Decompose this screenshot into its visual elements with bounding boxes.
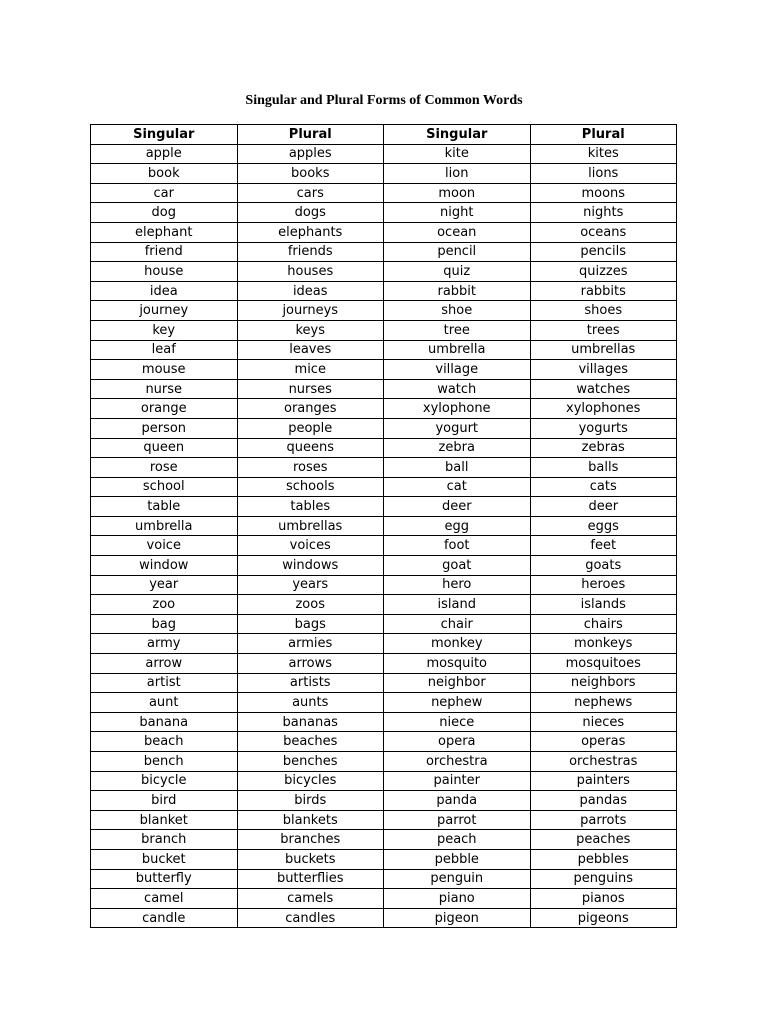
plural-cell: birds — [237, 791, 384, 811]
singular-cell: dog — [91, 203, 238, 223]
table-row — [91, 164, 677, 184]
plural-cell: yogurts — [530, 418, 677, 438]
singular-cell: aunt — [91, 693, 238, 713]
plural-cell: buckets — [237, 849, 384, 869]
singular-cell: watch — [384, 379, 531, 399]
singular-cell: egg — [384, 516, 531, 536]
singular-cell: deer — [384, 497, 531, 517]
singular-cell: butterfly — [91, 869, 238, 889]
plural-cell: oranges — [237, 399, 384, 419]
table-row — [91, 830, 677, 850]
table-row — [91, 595, 677, 615]
plural-cell: ideas — [237, 281, 384, 301]
plural-cell: armies — [237, 634, 384, 654]
plural-cell: orchestras — [530, 752, 677, 772]
singular-cell: mouse — [91, 360, 238, 380]
singular-cell: school — [91, 477, 238, 497]
singular-cell: shoe — [384, 301, 531, 321]
singular-cell: parrot — [384, 810, 531, 830]
plural-cell: nurses — [237, 379, 384, 399]
header-plural-2: Plural — [530, 125, 677, 145]
table-row — [91, 673, 677, 693]
table-row — [91, 183, 677, 203]
plural-cell: peaches — [530, 830, 677, 850]
table-row — [91, 458, 677, 478]
plural-cell: journeys — [237, 301, 384, 321]
plural-cell: candles — [237, 908, 384, 928]
singular-cell: person — [91, 418, 238, 438]
plural-cell: feet — [530, 536, 677, 556]
table-row — [91, 810, 677, 830]
plural-cell: benches — [237, 752, 384, 772]
singular-cell: moon — [384, 183, 531, 203]
plural-cell: tables — [237, 497, 384, 517]
plural-cell: bananas — [237, 712, 384, 732]
singular-cell: cat — [384, 477, 531, 497]
singular-cell: yogurt — [384, 418, 531, 438]
header-row — [91, 125, 677, 145]
singular-cell: bench — [91, 752, 238, 772]
plural-cell: keys — [237, 320, 384, 340]
singular-cell: elephant — [91, 222, 238, 242]
singular-cell: orchestra — [384, 752, 531, 772]
table-row — [91, 262, 677, 282]
singular-cell: idea — [91, 281, 238, 301]
plural-cell: moons — [530, 183, 677, 203]
singular-cell: friend — [91, 242, 238, 262]
singular-cell: orange — [91, 399, 238, 419]
plural-cell: bags — [237, 614, 384, 634]
singular-cell: car — [91, 183, 238, 203]
header-singular-2: Singular — [384, 125, 531, 145]
plural-cell: umbrellas — [237, 516, 384, 536]
plural-cell: branches — [237, 830, 384, 850]
plural-cell: shoes — [530, 301, 677, 321]
singular-cell: pebble — [384, 849, 531, 869]
plural-cell: blankets — [237, 810, 384, 830]
plural-cell: umbrellas — [530, 340, 677, 360]
singular-cell: zebra — [384, 438, 531, 458]
singular-cell: camel — [91, 889, 238, 909]
plural-cell: schools — [237, 477, 384, 497]
plural-cell: pencils — [530, 242, 677, 262]
plural-cell: parrots — [530, 810, 677, 830]
table-row — [91, 536, 677, 556]
plural-cell: penguins — [530, 869, 677, 889]
singular-cell: bag — [91, 614, 238, 634]
singular-cell: village — [384, 360, 531, 380]
singular-cell: arrow — [91, 654, 238, 674]
singular-cell: niece — [384, 712, 531, 732]
table-body — [91, 144, 677, 928]
table-row — [91, 399, 677, 419]
plural-cell: eggs — [530, 516, 677, 536]
plural-cell: xylophones — [530, 399, 677, 419]
singular-cell: monkey — [384, 634, 531, 654]
plural-cell: islands — [530, 595, 677, 615]
table-row — [91, 360, 677, 380]
plural-cell: operas — [530, 732, 677, 752]
singular-cell: book — [91, 164, 238, 184]
table-row — [91, 614, 677, 634]
plural-cell: trees — [530, 320, 677, 340]
singular-cell: queen — [91, 438, 238, 458]
table-row — [91, 379, 677, 399]
singular-cell: umbrella — [384, 340, 531, 360]
plural-cell: artists — [237, 673, 384, 693]
plural-cell: painters — [530, 771, 677, 791]
plural-cell: nieces — [530, 712, 677, 732]
plural-cell: pianos — [530, 889, 677, 909]
singular-cell: painter — [384, 771, 531, 791]
table-row — [91, 556, 677, 576]
table-row — [91, 281, 677, 301]
plural-cell: rabbits — [530, 281, 677, 301]
singular-cell: key — [91, 320, 238, 340]
plural-cell: dogs — [237, 203, 384, 223]
singular-cell: banana — [91, 712, 238, 732]
table-row — [91, 222, 677, 242]
singular-cell: quiz — [384, 262, 531, 282]
word-table — [90, 124, 677, 928]
document-title: Singular and Plural Forms of Common Words — [245, 93, 523, 108]
singular-cell: umbrella — [91, 516, 238, 536]
table-header — [91, 125, 677, 145]
table-row — [91, 242, 677, 262]
table-row — [91, 203, 677, 223]
singular-cell: tree — [384, 320, 531, 340]
table-row — [91, 516, 677, 536]
singular-cell: lion — [384, 164, 531, 184]
singular-cell: penguin — [384, 869, 531, 889]
singular-cell: piano — [384, 889, 531, 909]
table-row — [91, 752, 677, 772]
table-row — [91, 320, 677, 340]
singular-cell: xylophone — [384, 399, 531, 419]
plural-cell: butterflies — [237, 869, 384, 889]
plural-cell: pebbles — [530, 849, 677, 869]
plural-cell: pandas — [530, 791, 677, 811]
plural-cell: heroes — [530, 575, 677, 595]
singular-cell: nephew — [384, 693, 531, 713]
table-row — [91, 889, 677, 909]
plural-cell: aunts — [237, 693, 384, 713]
plural-cell: zoos — [237, 595, 384, 615]
plural-cell: leaves — [237, 340, 384, 360]
singular-cell: zoo — [91, 595, 238, 615]
table-row — [91, 791, 677, 811]
plural-cell: houses — [237, 262, 384, 282]
singular-cell: nurse — [91, 379, 238, 399]
table-row — [91, 497, 677, 517]
singular-cell: window — [91, 556, 238, 576]
singular-cell: beach — [91, 732, 238, 752]
singular-cell: mosquito — [384, 654, 531, 674]
singular-cell: pigeon — [384, 908, 531, 928]
table-row — [91, 908, 677, 928]
plural-cell: villages — [530, 360, 677, 380]
plural-cell: friends — [237, 242, 384, 262]
plural-cell: mosquitoes — [530, 654, 677, 674]
plural-cell: elephants — [237, 222, 384, 242]
singular-cell: blanket — [91, 810, 238, 830]
table-row — [91, 477, 677, 497]
singular-cell: chair — [384, 614, 531, 634]
plural-cell: voices — [237, 536, 384, 556]
table-row — [91, 771, 677, 791]
plural-cell: apples — [237, 144, 384, 164]
singular-cell: foot — [384, 536, 531, 556]
singular-cell: voice — [91, 536, 238, 556]
table-row — [91, 575, 677, 595]
table-row — [91, 301, 677, 321]
singular-cell: peach — [384, 830, 531, 850]
plural-cell: books — [237, 164, 384, 184]
singular-cell: table — [91, 497, 238, 517]
singular-cell: neighbor — [384, 673, 531, 693]
table-row — [91, 712, 677, 732]
singular-cell: apple — [91, 144, 238, 164]
plural-cell: watches — [530, 379, 677, 399]
table-row — [91, 732, 677, 752]
table-row — [91, 144, 677, 164]
singular-cell: artist — [91, 673, 238, 693]
singular-cell: rose — [91, 458, 238, 478]
plural-cell: queens — [237, 438, 384, 458]
table-row — [91, 849, 677, 869]
plural-cell: deer — [530, 497, 677, 517]
plural-cell: zebras — [530, 438, 677, 458]
plural-cell: oceans — [530, 222, 677, 242]
plural-cell: nephews — [530, 693, 677, 713]
header-singular-1: Singular — [91, 125, 238, 145]
plural-cell: neighbors — [530, 673, 677, 693]
singular-cell: opera — [384, 732, 531, 752]
header-plural-1: Plural — [237, 125, 384, 145]
singular-cell: panda — [384, 791, 531, 811]
singular-cell: candle — [91, 908, 238, 928]
singular-cell: rabbit — [384, 281, 531, 301]
plural-cell: kites — [530, 144, 677, 164]
singular-cell: goat — [384, 556, 531, 576]
singular-cell: journey — [91, 301, 238, 321]
table-row — [91, 418, 677, 438]
plural-cell: bicycles — [237, 771, 384, 791]
singular-cell: kite — [384, 144, 531, 164]
plural-cell: cats — [530, 477, 677, 497]
table-row — [91, 438, 677, 458]
singular-cell: ocean — [384, 222, 531, 242]
singular-cell: pencil — [384, 242, 531, 262]
plural-cell: pigeons — [530, 908, 677, 928]
singular-cell: bicycle — [91, 771, 238, 791]
table-row — [91, 634, 677, 654]
plural-cell: windows — [237, 556, 384, 576]
singular-cell: ball — [384, 458, 531, 478]
plural-cell: cars — [237, 183, 384, 203]
plural-cell: arrows — [237, 654, 384, 674]
singular-cell: hero — [384, 575, 531, 595]
table-row — [91, 869, 677, 889]
plural-cell: beaches — [237, 732, 384, 752]
singular-cell: bucket — [91, 849, 238, 869]
table-row — [91, 654, 677, 674]
singular-cell: branch — [91, 830, 238, 850]
singular-cell: year — [91, 575, 238, 595]
plural-cell: roses — [237, 458, 384, 478]
plural-cell: balls — [530, 458, 677, 478]
singular-cell: army — [91, 634, 238, 654]
plural-cell: people — [237, 418, 384, 438]
plural-cell: nights — [530, 203, 677, 223]
table-row — [91, 693, 677, 713]
plural-cell: years — [237, 575, 384, 595]
plural-cell: goats — [530, 556, 677, 576]
singular-cell: island — [384, 595, 531, 615]
singular-cell: house — [91, 262, 238, 282]
singular-cell: night — [384, 203, 531, 223]
singular-cell: leaf — [91, 340, 238, 360]
table-row — [91, 340, 677, 360]
plural-cell: mice — [237, 360, 384, 380]
plural-cell: monkeys — [530, 634, 677, 654]
plural-cell: camels — [237, 889, 384, 909]
plural-cell: lions — [530, 164, 677, 184]
plural-cell: chairs — [530, 614, 677, 634]
plural-cell: quizzes — [530, 262, 677, 282]
singular-cell: bird — [91, 791, 238, 811]
